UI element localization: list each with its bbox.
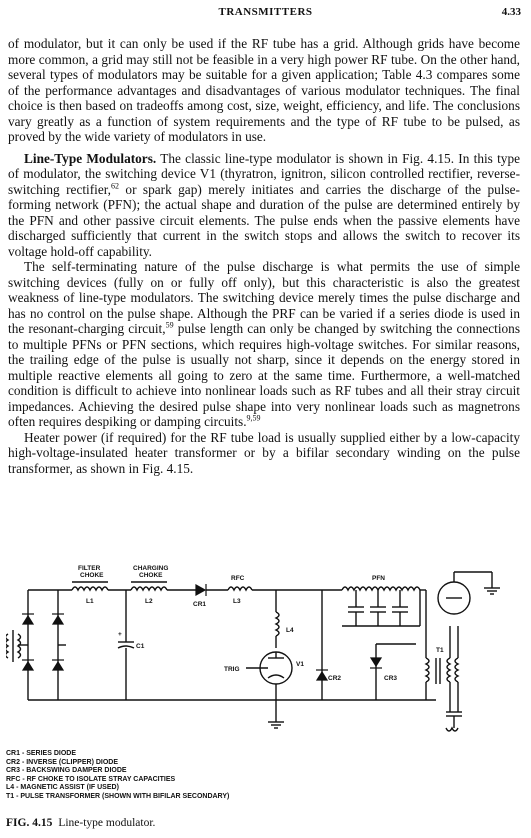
label-t1: T1	[436, 647, 444, 654]
label-c1: C1	[136, 643, 145, 650]
figure-legend	[6, 750, 229, 802]
paragraph-4: Heater power (if required) for the RF tube load is usually supplied either by a low-capacity high-voltage-insulated heater transformer or by a bifilar secondary winding on the pulse transformer, as shown in Fig. 4.15.	[8, 429, 520, 476]
page-number: 4.33	[501, 6, 521, 18]
legend-item: CR2 - INVERSE (CLIPPER) DIODE	[6, 758, 119, 766]
body-text	[8, 36, 520, 476]
label-cr3: CR3	[384, 675, 398, 682]
label-l2: L2	[145, 598, 153, 605]
figure-caption	[6, 817, 155, 829]
legend-item: CR1 - SERIES DIODE	[6, 750, 77, 757]
reference-9-59: 9,59	[246, 413, 261, 423]
label-l4: L4	[286, 627, 294, 634]
reference-59: 59	[165, 320, 174, 330]
caption-text: Line-type modulator.	[58, 817, 156, 829]
label-l1: L1	[86, 598, 94, 605]
section-runin-heading: Line-Type Modulators.	[24, 150, 157, 166]
label-pfn: PFN	[372, 575, 385, 582]
label-l3: L3	[233, 598, 241, 605]
paragraph-1: of modulator, but it can only be used if the RF tube has a grid. Although grids have become more common, a grid may still not be feasible in a very high power RF tube. On the other hand, several types of modulators may be suitable for a given application; Table 4.3 compares some of the performance advantages and disadvantages of various modulator techniques. The final choice is then based on tradeoffs among cost, size, weight, efficiency, and life. The conclusions vary greatly as a function of system requirements and the type of RF tube to be pulsed, as proved by the wide variety of modulators in use.	[8, 36, 520, 144]
label-cr2: CR2	[328, 675, 342, 682]
label-trig: TRIG	[224, 666, 240, 673]
legend-item: RFC - RF CHOKE TO ISOLATE STRAY CAPACITIES	[6, 775, 176, 783]
paragraph-2-text-b: or spark gap) merely initiates and carries the discharge of the pulse-forming network (PFN); the actual shape and duration of the pulse are determined entirely by the PFN and other passive circuit elements. The pulse ends when the passive elements have discharged sufficiently that current in the switch stops and allows the switch to recover its voltage hold-off capability.	[8, 181, 520, 259]
label-filter-choke: FILTER	[78, 565, 101, 572]
running-header	[0, 6, 531, 22]
label-charging-choke-2: CHOKE	[139, 572, 163, 579]
legend-item: T1 - PULSE TRANSFORMER (SHOWN WITH BIFILAR SECONDARY)	[6, 792, 230, 800]
paragraph-3-text-a: The self-terminating nature of the pulse discharge is what permits the use of simple switching devices (fully on or fully off only), but this characteristic is also the greatest weakness of line-type modulators. The switching device merely times the pulse discharge and has no control on the pulse shape. Although the PRF can be varied if a series diode is used in the resonant-charging circuit,	[8, 259, 520, 336]
label-v1: V1	[296, 661, 304, 668]
paragraph-2-text-a: The classic line-type modulator is shown in Fig. 4.15. In this type of modulator, the switching device V1 (thyratron, ignitron, silicon controlled rectifier, reverse-switching rectifier,	[8, 150, 521, 197]
legend-item: L4 - MAGNETIC ASSIST (IF USED)	[6, 784, 119, 792]
label-plus: +	[118, 631, 122, 638]
paragraph-3-text-b: pulse length can only be changed by switching the connections to multiple PFNs or PFN sections, which requires high-voltage switches. For similar reasons, the trailing edge of the pulse is usually not sharp, since it depends on the energy stored in multiple reactive elements all going to zero at the same time. Furthermore, a well-matched condition is difficult to achieve into nonlinear loads such as RF tubes and all their stray circuit impedances. Achieving the desired pulse shape into very nonlinear loads such as magnetrons often requires despiking or damping circuits.	[8, 321, 521, 429]
paragraph-3	[8, 259, 520, 430]
label-charging-choke: CHARGING	[133, 565, 169, 572]
label-cr1: CR1	[193, 601, 207, 608]
running-title: TRANSMITTERS	[218, 6, 313, 18]
reference-62: 62	[111, 181, 119, 191]
label-filter-choke-2: CHOKE	[80, 572, 104, 579]
legend-item: CR3 - BACKSWING DAMPER DIODE	[6, 767, 127, 775]
paragraph-2	[8, 151, 520, 260]
caption-number: FIG. 4.15	[6, 817, 53, 829]
label-rfc: RFC	[231, 575, 245, 582]
